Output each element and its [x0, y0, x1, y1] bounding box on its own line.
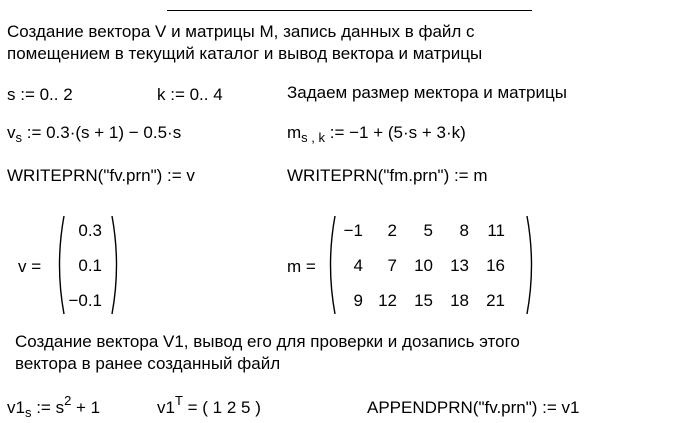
v1-superscript: 2 [64, 393, 72, 408]
vector-v-label: v = [18, 257, 42, 276]
matrix-m-cell: 16 [486, 256, 505, 275]
v-formula-subscript: s [15, 130, 22, 145]
matrix-m-cell: 21 [486, 291, 505, 310]
matrix-m-cell: 18 [450, 291, 469, 310]
matrix-m-cell: 9 [353, 291, 363, 310]
vector-v-cell: 0.1 [78, 256, 102, 275]
matrix-m-display[interactable] [325, 214, 537, 316]
matrix-m-cell: 8 [459, 221, 469, 240]
matrix-m-cell: 5 [423, 221, 433, 240]
appendprn-v1[interactable]: APPENDPRN("fv.prn") := v1 [367, 398, 580, 417]
v1t-lhs: v1 [157, 398, 175, 417]
m-formula-subscript: s , k [301, 130, 326, 145]
matrix-m-cell: 11 [487, 221, 505, 240]
v1-transpose-result[interactable] [157, 393, 261, 419]
matrix-m-cell: 2 [387, 221, 397, 240]
vector-v-cell: 0.3 [78, 221, 102, 240]
range-k-definition[interactable]: k := 0.. 4 [157, 85, 223, 104]
matrix-m-cell: −1 [343, 221, 363, 240]
matrix-m-cell: 15 [414, 291, 433, 310]
v1-lhs: v1 [7, 398, 25, 417]
v1t-superscript: T [174, 393, 183, 408]
range-comment[interactable]: Задаем размер мектора и матрицы [287, 83, 567, 102]
m-formula-rhs: := −1 + (5·s + 3·k) [325, 123, 466, 142]
v1-rhs-a: := s [31, 398, 65, 417]
header-text-line2: помещением в текущий каталог и вывод вектора и матрицы [7, 44, 483, 63]
vector-v-formula[interactable] [7, 122, 181, 144]
range-s-definition[interactable]: s := 0.. 2 [7, 85, 73, 104]
m-formula-lhs: m [287, 123, 302, 142]
v-formula-lhs: v [7, 123, 16, 142]
matrix-m-cell: 13 [450, 256, 469, 275]
v1-formula[interactable] [7, 393, 101, 420]
writeprn-v[interactable]: WRITEPRN("fv.prn") := v [7, 166, 195, 185]
top-divider [167, 10, 532, 11]
matrix-m-cell: 4 [353, 256, 363, 275]
matrix-m-cell: 10 [414, 256, 433, 275]
section2-text-line1[interactable]: Создание вектора V1, вывод его для проверки и дозапись этого [15, 332, 520, 351]
matrix-m-cell: 12 [378, 291, 397, 310]
section2-text-line2[interactable]: вектора в ранее созданный файл [15, 354, 281, 373]
v1-rhs-b: + 1 [71, 398, 101, 417]
matrix-m-formula[interactable] [287, 122, 466, 144]
v1-subscript: s [24, 405, 32, 420]
vector-v-cell: −0.1 [68, 291, 102, 310]
writeprn-m[interactable]: WRITEPRN("fm.prn") := m [287, 166, 488, 185]
v1t-rhs: = ( 1 2 5 ) [182, 398, 261, 417]
matrix-m-label: m = [287, 257, 316, 276]
header-text-line1: Создание вектора V и матрицы M, запись данных в файл с [7, 22, 475, 41]
vector-v-display[interactable] [54, 214, 124, 316]
matrix-m-cell: 7 [387, 256, 397, 275]
v-formula-rhs: := 0.3·(s + 1) − 0.5·s [22, 123, 182, 142]
